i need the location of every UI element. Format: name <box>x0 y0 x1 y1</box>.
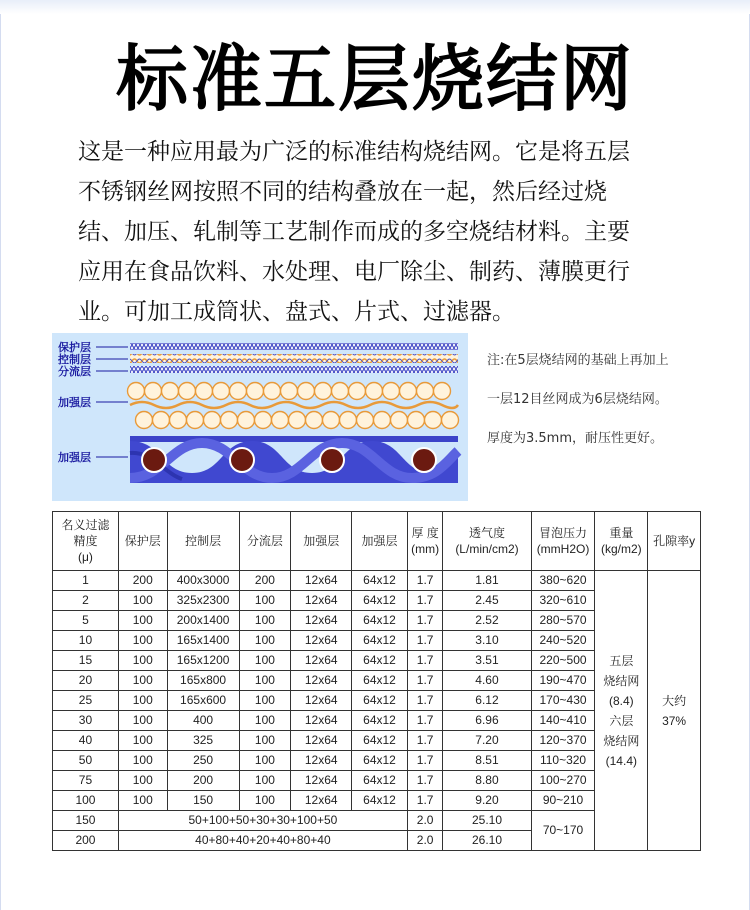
cell-precision: 50 <box>53 751 119 771</box>
cell-permeability: 4.60 <box>443 671 531 691</box>
weight-line: (14.4) <box>605 753 637 768</box>
cell-reinforce-2: 64x12 <box>352 791 408 811</box>
cell-protect: 100 <box>118 671 167 691</box>
reinforce-circle <box>298 383 315 400</box>
cell-flow: 100 <box>239 591 291 611</box>
cell-thickness: 1.7 <box>407 631 442 651</box>
reinforce-circle <box>408 412 425 429</box>
reinforce-circle <box>162 383 179 400</box>
reinforce-circle <box>264 383 281 400</box>
cell-bubble-pressure: 100~270 <box>531 771 595 791</box>
cell-thickness: 1.7 <box>407 671 442 691</box>
top-bar <box>0 0 750 14</box>
reinforce-circle <box>255 412 272 429</box>
cell-permeability: 3.10 <box>443 631 531 651</box>
cell-protect: 100 <box>118 791 167 811</box>
cell-permeability: 1.81 <box>443 571 531 591</box>
cell-reinforce-1: 12x64 <box>291 691 352 711</box>
cell-bubble-pressure: 110~320 <box>531 751 595 771</box>
reinforce-circle <box>391 412 408 429</box>
cell-precision: 150 <box>53 811 119 831</box>
cell-reinforce-1: 12x64 <box>291 611 352 631</box>
cell-control: 325 <box>167 731 239 751</box>
cell-permeability: 2.52 <box>443 611 531 631</box>
cell-flow: 100 <box>239 671 291 691</box>
reinforce-circle <box>187 412 204 429</box>
flow-layer-mesh <box>130 366 458 373</box>
cell-control: 200x1400 <box>167 611 239 631</box>
cell-control: 165x1400 <box>167 631 239 651</box>
reinforce-circle <box>281 383 298 400</box>
reinforce-circle <box>340 412 357 429</box>
reinforce-circle <box>383 383 400 400</box>
cell-protect: 100 <box>118 631 167 651</box>
header-weight: 重量 (kg/m2) <box>595 512 648 571</box>
cell-reinforce-1: 12x64 <box>291 751 352 771</box>
cell-protect: 100 <box>118 751 167 771</box>
label-reinforce-2: 加强层 <box>58 452 91 464</box>
reinforce-circle <box>366 383 383 400</box>
cell-precision: 40 <box>53 731 119 751</box>
reinforce-circle <box>400 383 417 400</box>
reinforce-circle <box>417 383 434 400</box>
cell-permeability: 6.96 <box>443 711 531 731</box>
reinforce-circle <box>374 412 391 429</box>
cell-thickness: 2.0 <box>407 831 442 851</box>
cell-permeability: 6.12 <box>443 691 531 711</box>
cell-permeability: 8.80 <box>443 771 531 791</box>
cell-control: 150 <box>167 791 239 811</box>
cell-thickness: 1.7 <box>407 591 442 611</box>
cell-reinforce-1: 12x64 <box>291 731 352 751</box>
cell-control: 200 <box>167 771 239 791</box>
header-precision: 名义过滤 精度 (μ) <box>53 512 119 571</box>
cell-flow: 100 <box>239 631 291 651</box>
reinforce-circle <box>315 383 332 400</box>
cell-precision: 15 <box>53 651 119 671</box>
header-bubble-pressure: 冒泡压力 (mmH2O) <box>531 512 595 571</box>
cell-control: 165x600 <box>167 691 239 711</box>
header-reinforce-2: 加强层 <box>352 512 408 571</box>
cell-control: 400 <box>167 711 239 731</box>
reinforce-circle <box>128 383 145 400</box>
reinforce-circle <box>425 412 442 429</box>
reinforce-circle <box>332 383 349 400</box>
cell-thickness: 1.7 <box>407 691 442 711</box>
cell-reinforce-1: 12x64 <box>291 671 352 691</box>
note-text <box>487 341 737 458</box>
header-reinforce-1: 加强层 <box>291 512 352 571</box>
cell-thickness: 1.7 <box>407 731 442 751</box>
reinforce-circle <box>153 412 170 429</box>
cell-thickness: 1.7 <box>407 571 442 591</box>
porosity-line: 大约 <box>662 693 687 708</box>
cell-reinforce-1: 12x64 <box>291 651 352 671</box>
cell-reinforce-1: 12x64 <box>291 631 352 651</box>
cell-reinforce-1: 12x64 <box>291 591 352 611</box>
cell-thickness: 2.0 <box>407 811 442 831</box>
reinforce-circle <box>204 412 221 429</box>
cell-reinforce-2: 64x12 <box>352 631 408 651</box>
cell-permeability: 2.45 <box>443 591 531 611</box>
reinforce-circle <box>306 412 323 429</box>
intro-line: 这是一种应用最为广泛的标准结构烧结网。它是将五层 <box>78 139 630 165</box>
cell-permeability: 3.51 <box>443 651 531 671</box>
cell-protect: 100 <box>118 691 167 711</box>
table-row <box>53 571 701 591</box>
cell-bubble-pressure: 380~620 <box>531 571 595 591</box>
intro-line: 结、加压、轧制等工艺制作而成的多空烧结材料。主要 <box>78 219 630 245</box>
cell-control: 400x3000 <box>167 571 239 591</box>
cell-permeability: 8.51 <box>443 751 531 771</box>
cell-bubble-pressure: 280~570 <box>531 611 595 631</box>
cell-precision: 20 <box>53 671 119 691</box>
reinforce-circle <box>323 412 340 429</box>
cell-flow: 100 <box>239 691 291 711</box>
cell-protect: 100 <box>118 591 167 611</box>
cell-structure: 50+100+50+30+30+100+50 <box>118 811 407 831</box>
header-porosity: 孔隙率y <box>648 512 701 571</box>
header-thickness: 厚 度 (mm) <box>407 512 442 571</box>
cell-control: 325x2300 <box>167 591 239 611</box>
reinforce-circle <box>289 412 306 429</box>
intro-line: 业。可加工成筒状、盘式、片式、过滤器。 <box>78 299 515 325</box>
cell-precision: 75 <box>53 771 119 791</box>
reinforce-circle <box>247 383 264 400</box>
weight-line: 六层 <box>609 713 634 728</box>
intro-text <box>78 132 678 332</box>
reinforce-circle <box>349 383 366 400</box>
cell-weight-merged <box>595 571 648 851</box>
cell-precision: 200 <box>53 831 119 851</box>
cell-bubble-pressure: 320~610 <box>531 591 595 611</box>
reinforce-circle <box>145 383 162 400</box>
cell-thickness: 1.7 <box>407 771 442 791</box>
reinforce-circle <box>357 412 374 429</box>
label-reinforce-1: 加强层 <box>58 397 91 409</box>
cell-precision: 1 <box>53 571 119 591</box>
page-title: 标准五层烧结网 <box>115 37 634 121</box>
cell-precision: 100 <box>53 791 119 811</box>
cell-precision: 30 <box>53 711 119 731</box>
reinforce-circle <box>196 383 213 400</box>
intro-line: 不锈钢丝网按照不同的结构叠放在一起，然后经过烧 <box>78 179 607 205</box>
reinforce-circle <box>170 412 187 429</box>
header-control: 控制层 <box>167 512 239 571</box>
cell-permeability: 7.20 <box>443 731 531 751</box>
cell-flow: 200 <box>239 571 291 591</box>
porosity-line: 37% <box>662 713 687 728</box>
header-flow: 分流层 <box>239 512 291 571</box>
note-line: 一层12目丝网成为6层烧结网。 <box>487 392 668 407</box>
cell-protect: 100 <box>118 611 167 631</box>
cell-permeability: 9.20 <box>443 791 531 811</box>
label-flow: 分流层 <box>58 366 91 378</box>
header-permeability: 透气度 (L/min/cm2) <box>443 512 531 571</box>
cell-porosity-merged <box>648 571 701 851</box>
cell-reinforce-2: 64x12 <box>352 711 408 731</box>
cell-structure: 40+80+40+20+40+80+40 <box>118 831 407 851</box>
reinforce-rod <box>230 448 254 472</box>
cell-precision: 5 <box>53 611 119 631</box>
cell-permeability: 25.10 <box>443 811 531 831</box>
cell-bubble-pressure: 240~520 <box>531 631 595 651</box>
cell-reinforce-2: 64x12 <box>352 691 408 711</box>
cell-reinforce-2: 64x12 <box>352 731 408 751</box>
weight-line: 烧结网 <box>603 673 640 688</box>
cell-precision: 2 <box>53 591 119 611</box>
reinforce-circle <box>136 412 153 429</box>
cell-bubble-pressure: 120~370 <box>531 731 595 751</box>
cell-protect: 100 <box>118 651 167 671</box>
reinforce-circle <box>221 412 238 429</box>
intro-line: 应用在食品饮料、水处理、电厂除尘、制药、薄膜更行 <box>78 259 630 285</box>
cell-bubble-pressure: 190~470 <box>531 671 595 691</box>
control-layer-mesh <box>130 354 458 363</box>
cell-bubble-pressure: 220~500 <box>531 651 595 671</box>
cell-protect: 200 <box>118 571 167 591</box>
reinforce-circle <box>213 383 230 400</box>
weight-line: 五层 <box>609 653 634 668</box>
reinforce-circle <box>230 383 247 400</box>
cell-protect: 100 <box>118 771 167 791</box>
weight-line: (8.4) <box>608 693 634 708</box>
weight-line: 烧结网 <box>603 733 640 748</box>
cell-reinforce-2: 64x12 <box>352 751 408 771</box>
note-line: 注:在5层烧结网的基础上再加上 <box>487 353 669 368</box>
cell-reinforce-2: 64x12 <box>352 571 408 591</box>
cell-bubble-pressure: 140~410 <box>531 711 595 731</box>
label-control: 控制层 <box>58 354 91 366</box>
cell-thickness: 1.7 <box>407 791 442 811</box>
cell-flow: 100 <box>239 751 291 771</box>
reinforce-circle <box>272 412 289 429</box>
reinforce-circle <box>442 412 459 429</box>
reinforce-circle <box>434 383 451 400</box>
cell-precision: 25 <box>53 691 119 711</box>
reinforce-rod <box>142 448 166 472</box>
reinforce-rod <box>412 448 436 472</box>
cell-reinforce-2: 64x12 <box>352 651 408 671</box>
cell-flow: 100 <box>239 731 291 751</box>
cell-reinforce-2: 64x12 <box>352 771 408 791</box>
cell-reinforce-2: 64x12 <box>352 671 408 691</box>
reinforce-rod <box>320 448 344 472</box>
cell-flow: 100 <box>239 611 291 631</box>
cell-thickness: 1.7 <box>407 611 442 631</box>
layer-structure-diagram <box>52 333 468 501</box>
cell-protect: 100 <box>118 731 167 751</box>
cell-control: 165x800 <box>167 671 239 691</box>
cell-bubble-pressure-merged: 70~170 <box>531 811 595 851</box>
cell-reinforce-2: 64x12 <box>352 591 408 611</box>
cell-reinforce-1: 12x64 <box>291 771 352 791</box>
cell-flow: 100 <box>239 791 291 811</box>
cell-reinforce-2: 64x12 <box>352 611 408 631</box>
cell-reinforce-1: 12x64 <box>291 791 352 811</box>
cell-thickness: 1.7 <box>407 711 442 731</box>
note-line: 厚度为3.5mm，耐压性更好。 <box>487 431 664 446</box>
label-protect: 保护层 <box>58 342 91 354</box>
spec-table <box>52 511 701 851</box>
cell-flow: 100 <box>239 771 291 791</box>
cell-bubble-pressure: 90~210 <box>531 791 595 811</box>
cell-thickness: 1.7 <box>407 751 442 771</box>
cell-permeability: 26.10 <box>443 831 531 851</box>
cell-protect: 100 <box>118 711 167 731</box>
reinforce-circle <box>238 412 255 429</box>
cell-control: 165x1200 <box>167 651 239 671</box>
cell-precision: 10 <box>53 631 119 651</box>
cell-reinforce-1: 12x64 <box>291 711 352 731</box>
cell-thickness: 1.7 <box>407 651 442 671</box>
cell-flow: 100 <box>239 711 291 731</box>
cell-control: 250 <box>167 751 239 771</box>
cell-flow: 100 <box>239 651 291 671</box>
header-protect: 保护层 <box>118 512 167 571</box>
reinforce-circle <box>179 383 196 400</box>
table-header-row <box>53 512 701 571</box>
protect-layer-mesh <box>130 343 458 350</box>
cell-reinforce-1: 12x64 <box>291 571 352 591</box>
cell-bubble-pressure: 170~430 <box>531 691 595 711</box>
